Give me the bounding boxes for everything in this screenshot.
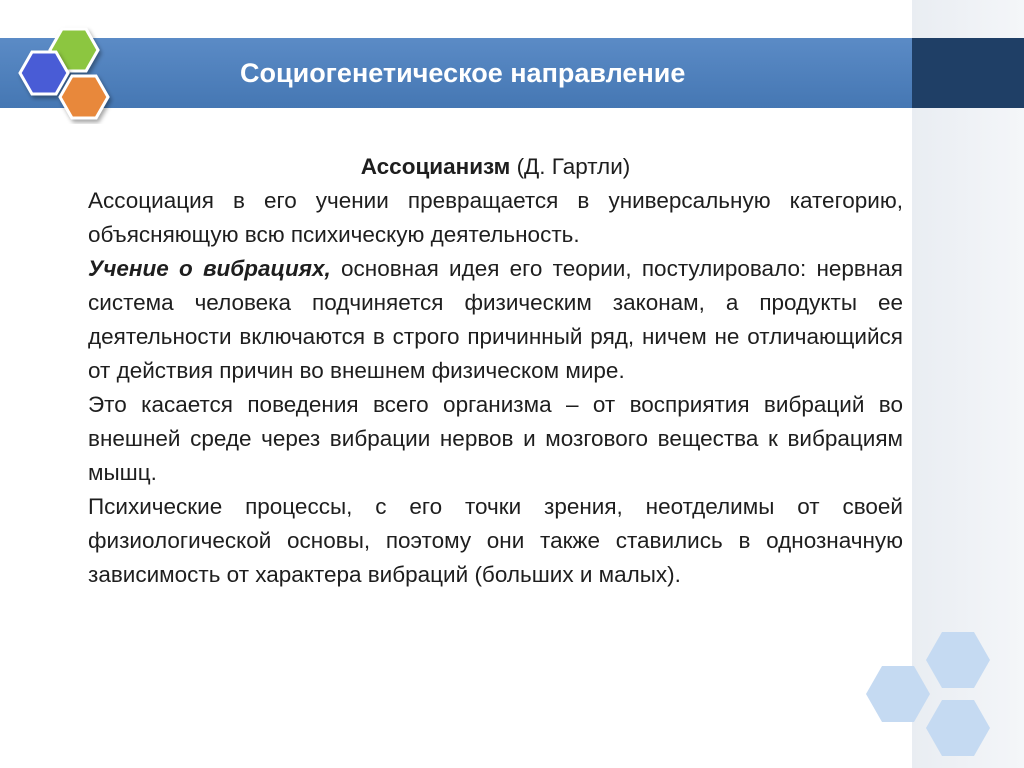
hexagon-cluster-icon <box>10 22 120 124</box>
content-body <box>88 150 903 592</box>
paragraph-1: Ассоциация в его учении превращается в универсальную категорию, объясняющую всю психическую деятельность. <box>88 188 903 247</box>
paragraph-3: Это касается поведения всего организма – от восприятия вибраций во внешней среде через вибрации нервов и мозгового вещества к вибрациям мышц. <box>88 392 903 485</box>
paragraph-2-emphasis: Учение о вибрациях, <box>88 256 331 281</box>
hexagon-pattern-icon <box>858 628 998 768</box>
slide-title: Социогенетическое направление <box>240 58 686 88</box>
heading-term: Ассоцианизм <box>360 154 511 179</box>
heading-author: (Д. Гартли) <box>510 154 631 179</box>
paragraph-2 <box>88 252 903 388</box>
paragraph-4: Психические процессы, с его точки зрения, неотделимы от своей физиологической основы, поэтому они также ставились в однозначную зависимость от характера вибраций (больших и малых). <box>88 494 903 587</box>
paragraph-2-text: основная идея его теории, постулировало: нервная система человека подчиняется физическим законам, а продукты ее деятельности включаются в строго причинный ряд, ничем не отличающийся от действия причин во внешнем физическом мире. <box>88 256 903 383</box>
title-bar-accent <box>912 38 1024 108</box>
content-heading <box>88 150 903 184</box>
